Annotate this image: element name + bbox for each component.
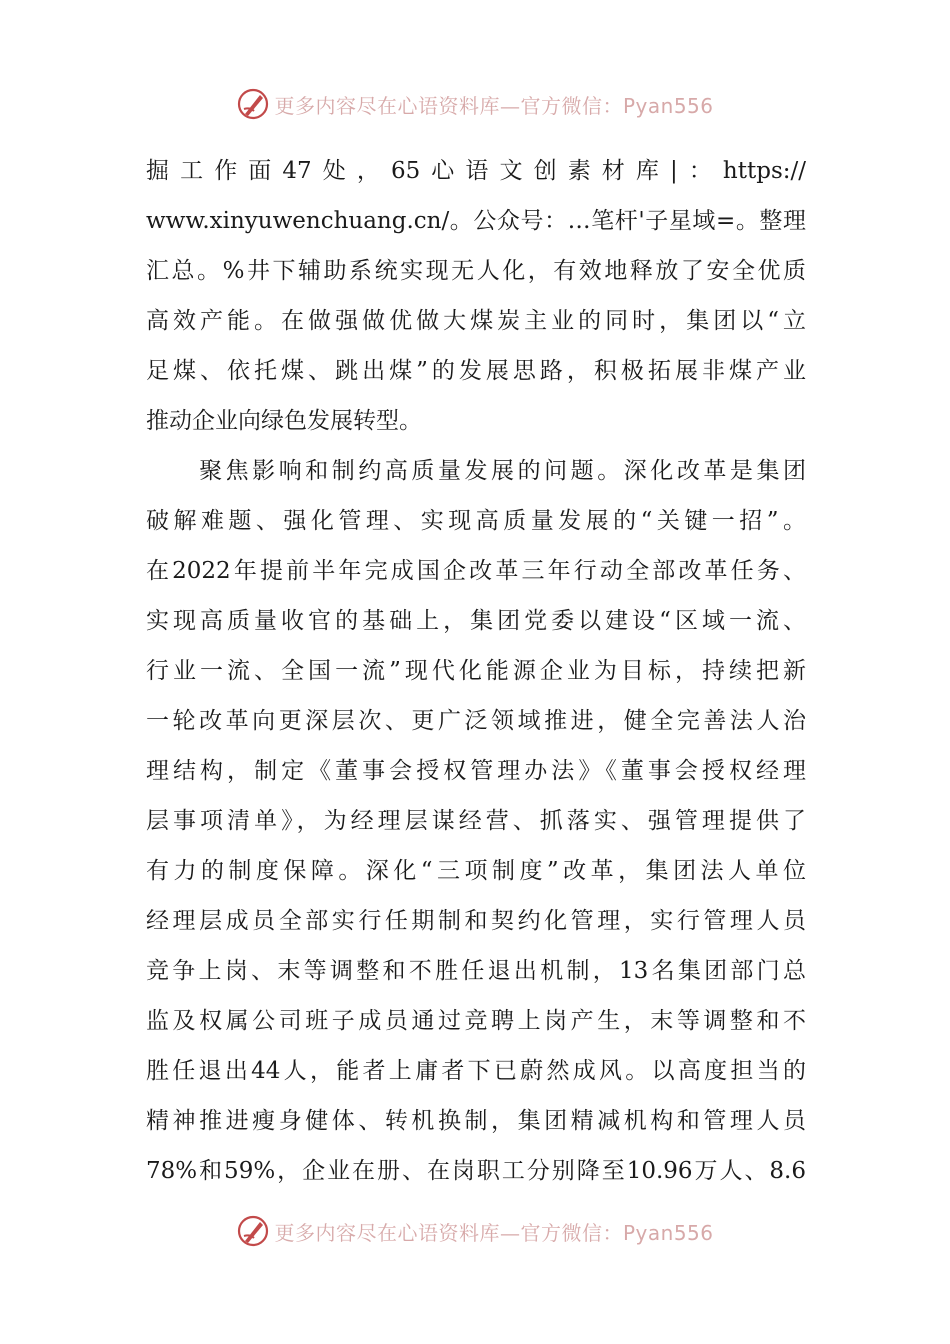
text-line: 掘工作面47处，65心语文创素材库|：https:// bbox=[146, 158, 806, 184]
text-line: 实现高质量收官的基础上，集团党委以建设“区域一流、 bbox=[146, 608, 806, 634]
text-line: 足煤、依托煤、跳出煤”的发展思路，积极拓展非煤产业 bbox=[146, 358, 806, 384]
text-line: 行业一流、全国一流”现代化能源企业为目标，持续把新 bbox=[146, 658, 806, 684]
text-line: 破解难题、强化管理、实现高质量发展的“关键一招”。 bbox=[146, 508, 806, 534]
text-line: 在2022年提前半年完成国企改革三年行动全部改革任务、 bbox=[146, 558, 806, 584]
wechat-id: Pyan556 bbox=[622, 93, 714, 118]
wechat-id: Pyan556 bbox=[622, 1220, 714, 1245]
text-line: 78%和59%，企业在册、在岗职工分别降至10.96万人、8.6 bbox=[146, 1158, 806, 1184]
text-line: 推动企业向绿色发展转型。 bbox=[146, 408, 422, 434]
text-line: 高效产能。在做强做优做大煤炭主业的同时，集团以“立 bbox=[146, 308, 806, 334]
text-line: 一轮改革向更深层次、更广泛领域推进，健全完善法人治 bbox=[146, 708, 806, 734]
text-line: 监及权属公司班子成员通过竞聘上岗产生，末等调整和不 bbox=[146, 1008, 806, 1034]
text-line: 层事项清单》，为经理层谋经营、抓落实、强管理提供了 bbox=[146, 808, 806, 834]
quill-pen-logo-icon bbox=[236, 1214, 270, 1248]
banner-text: 更多内容尽在心语资料库—官方微信：Pyan556 bbox=[274, 93, 714, 118]
quill-pen-logo-icon bbox=[236, 87, 270, 121]
text-line: 汇总。%井下辅助系统实现无人化，有效地释放了安全优质 bbox=[146, 258, 806, 284]
text-line: 聚焦影响和制约高质量发展的问题。深化改革是集团 bbox=[146, 458, 806, 484]
footer-banner bbox=[0, 1211, 950, 1251]
text-line: 有力的制度保障。深化“三项制度”改革，集团法人单位 bbox=[146, 858, 806, 884]
text-line: 胜任退出44人，能者上庸者下已蔚然成风。以高度担当的 bbox=[146, 1058, 806, 1084]
text-line: 理结构，制定《董事会授权管理办法》《董事会授权经理 bbox=[146, 758, 806, 784]
text-line: 经理层成员全部实行任期制和契约化管理，实行管理人员 bbox=[146, 908, 806, 934]
text-line: www.xinyuwenchuang.cn/。公众号：…笔杆'子星域=。整理 bbox=[146, 208, 806, 234]
text-line: 竞争上岗、末等调整和不胜任退出机制，13名集团部门总 bbox=[146, 958, 806, 984]
header-banner bbox=[0, 84, 950, 124]
document-body bbox=[146, 146, 806, 1196]
text-line: 精神推进瘦身健体、转机换制，集团精减机构和管理人员 bbox=[146, 1108, 806, 1134]
banner-text: 更多内容尽在心语资料库—官方微信：Pyan556 bbox=[274, 1220, 714, 1245]
